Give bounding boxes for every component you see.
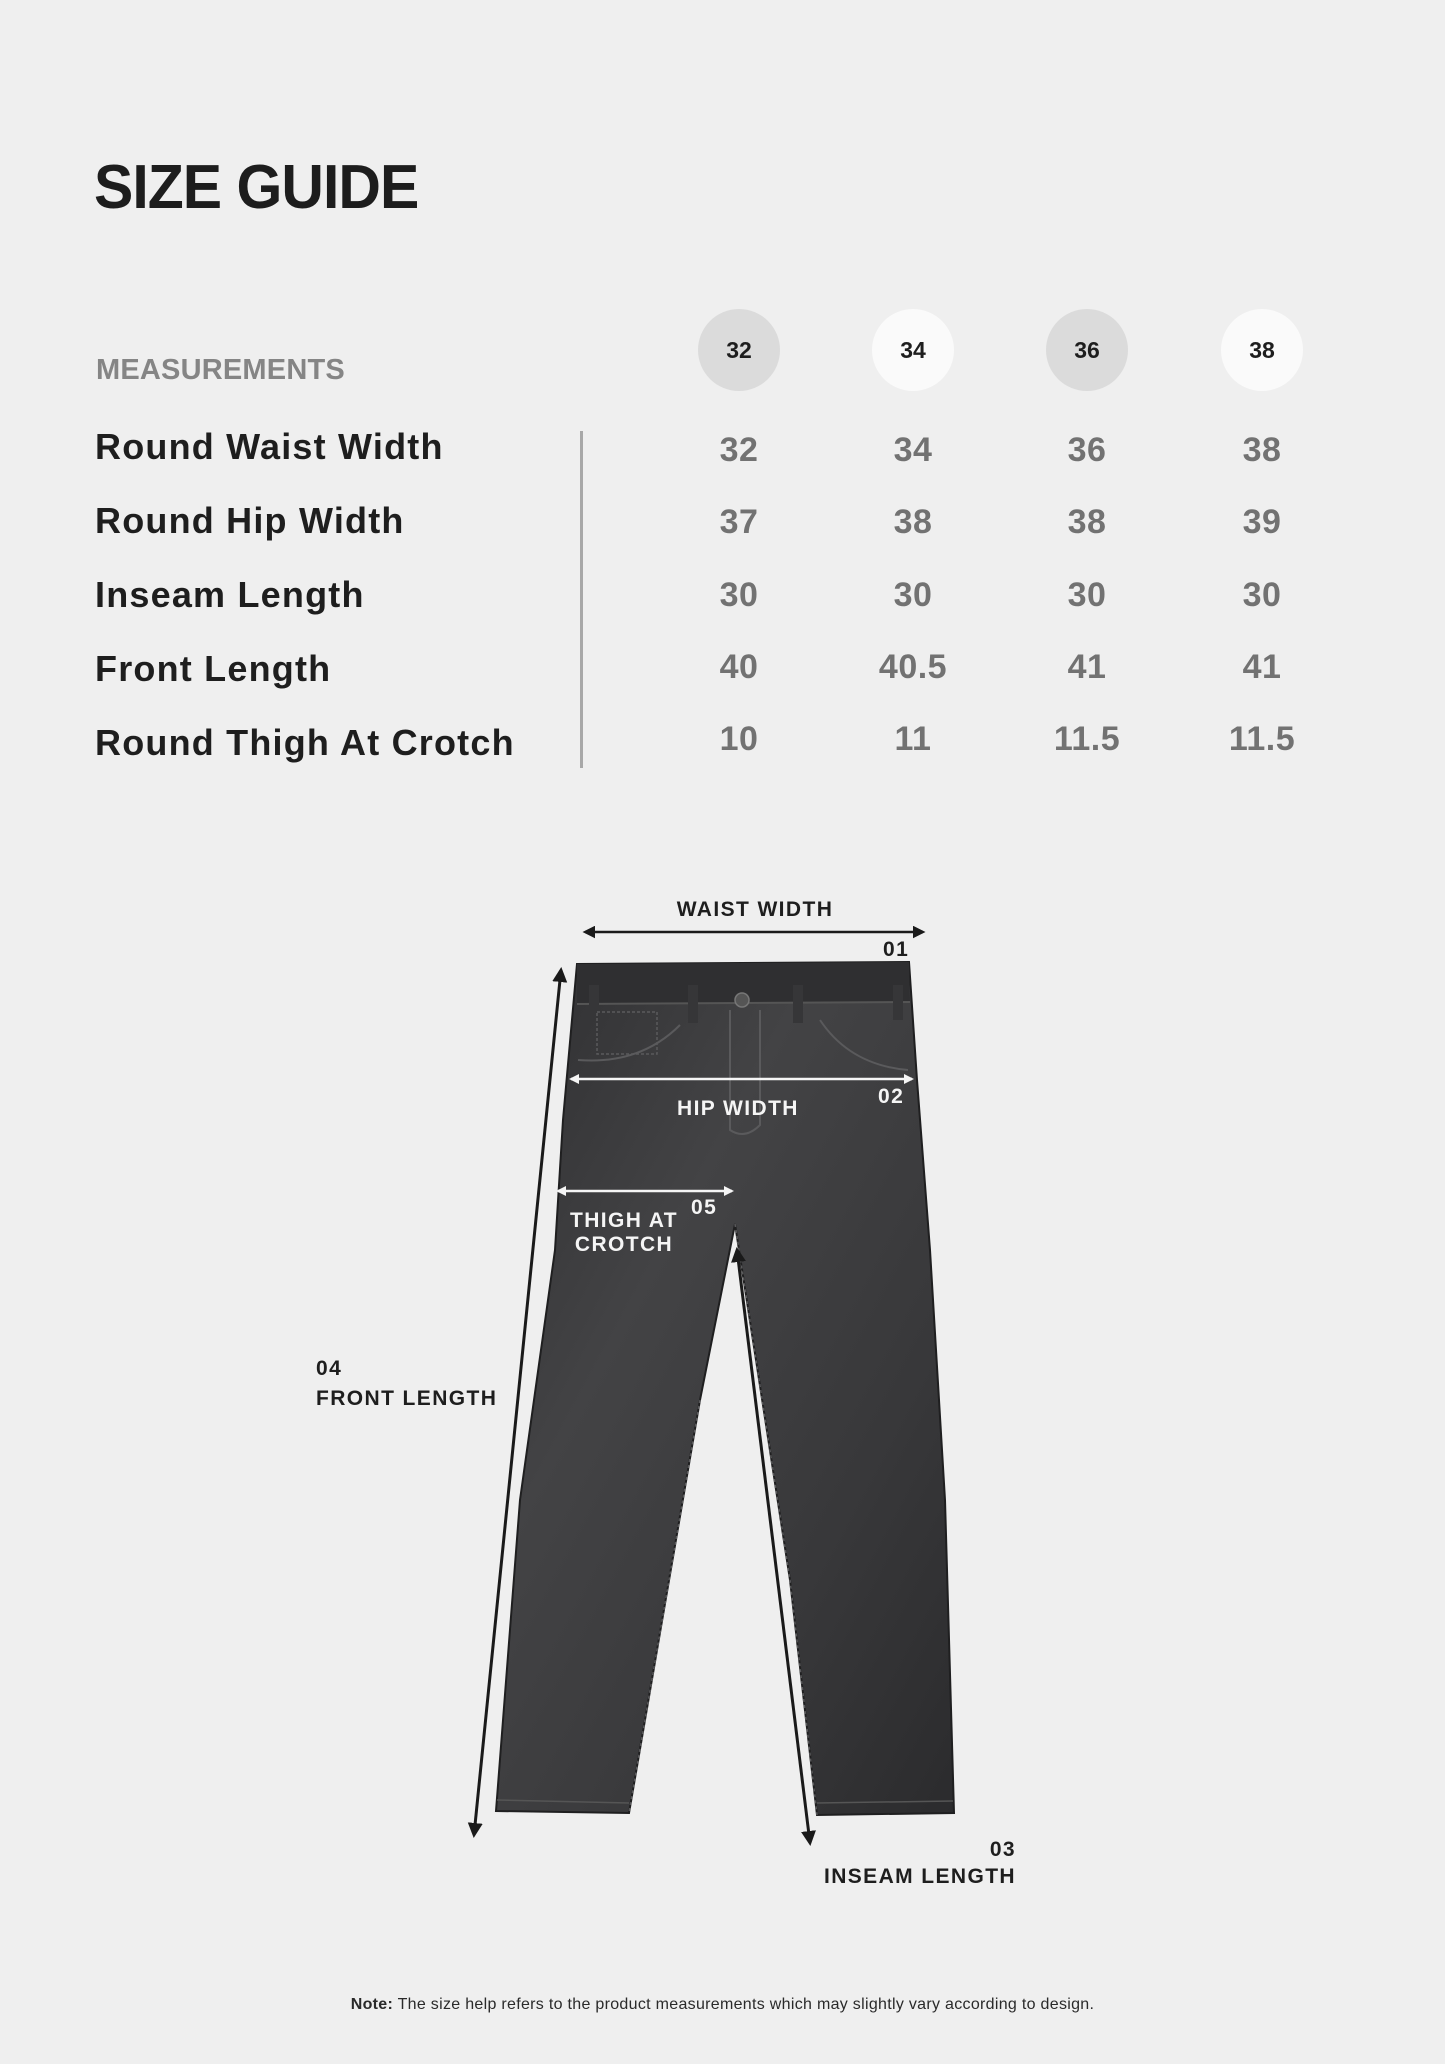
front-length-label: FRONT LENGTH: [316, 1387, 498, 1410]
footer-note: [0, 1996, 1445, 2014]
row-label-hip: Round Hip Width: [95, 500, 405, 541]
table-cell: 38: [1242, 431, 1282, 469]
size-label: 38: [1249, 336, 1275, 363]
table-cell: 40: [719, 648, 759, 686]
row-label-thigh: Round Thigh At Crotch: [95, 722, 515, 763]
table-cell: 11.5: [1228, 720, 1296, 758]
front-length-number: 04: [316, 1357, 343, 1380]
thigh-number: 05: [691, 1196, 718, 1219]
note-prefix: Note:: [350, 1996, 394, 2013]
table-cell: 36: [1067, 431, 1107, 469]
row-label-inseam: Inseam Length: [95, 574, 365, 615]
thigh-label-line1: THIGH AT: [569, 1209, 679, 1232]
measurements-header: MEASUREMENTS: [96, 354, 345, 386]
table-cell: 11: [894, 720, 932, 758]
page-title: SIZE GUIDE: [94, 153, 419, 222]
table-cell: 34: [893, 431, 933, 469]
row-label-waist: Round Waist Width: [95, 426, 444, 467]
table-cell: 30: [1242, 576, 1282, 614]
table-cell: 32: [719, 431, 759, 469]
table-cell: 40.5: [878, 648, 948, 686]
table-cell: 30: [893, 576, 933, 614]
table-cell: 11.5: [1053, 720, 1121, 758]
inseam-label: INSEAM LENGTH: [823, 1865, 1016, 1888]
table-cell: 10: [719, 720, 759, 758]
table-cell: 41: [1242, 648, 1282, 686]
size-label: 34: [900, 336, 926, 363]
size-label: 36: [1074, 336, 1100, 363]
table-cell: 39: [1242, 503, 1282, 541]
table-cell: 37: [719, 503, 759, 541]
inseam-number: 03: [989, 1838, 1016, 1861]
hip-number: 02: [878, 1085, 905, 1108]
table-cell: 41: [1067, 648, 1107, 686]
hip-width-label: HIP WIDTH: [677, 1097, 799, 1120]
waist-width-label: WAIST WIDTH: [676, 898, 834, 921]
size-label: 32: [726, 336, 752, 363]
table-cell: 30: [719, 576, 759, 614]
note-text: The size help refers to the product measurements which may slightly vary according to design.: [393, 1996, 1095, 2013]
table-cell: 38: [893, 503, 933, 541]
table-cell: 38: [1067, 503, 1107, 541]
waist-number: 01: [883, 938, 910, 961]
thigh-label-line2: CROTCH: [574, 1233, 674, 1256]
table-cell: 30: [1067, 576, 1107, 614]
row-label-front: Front Length: [95, 648, 332, 689]
